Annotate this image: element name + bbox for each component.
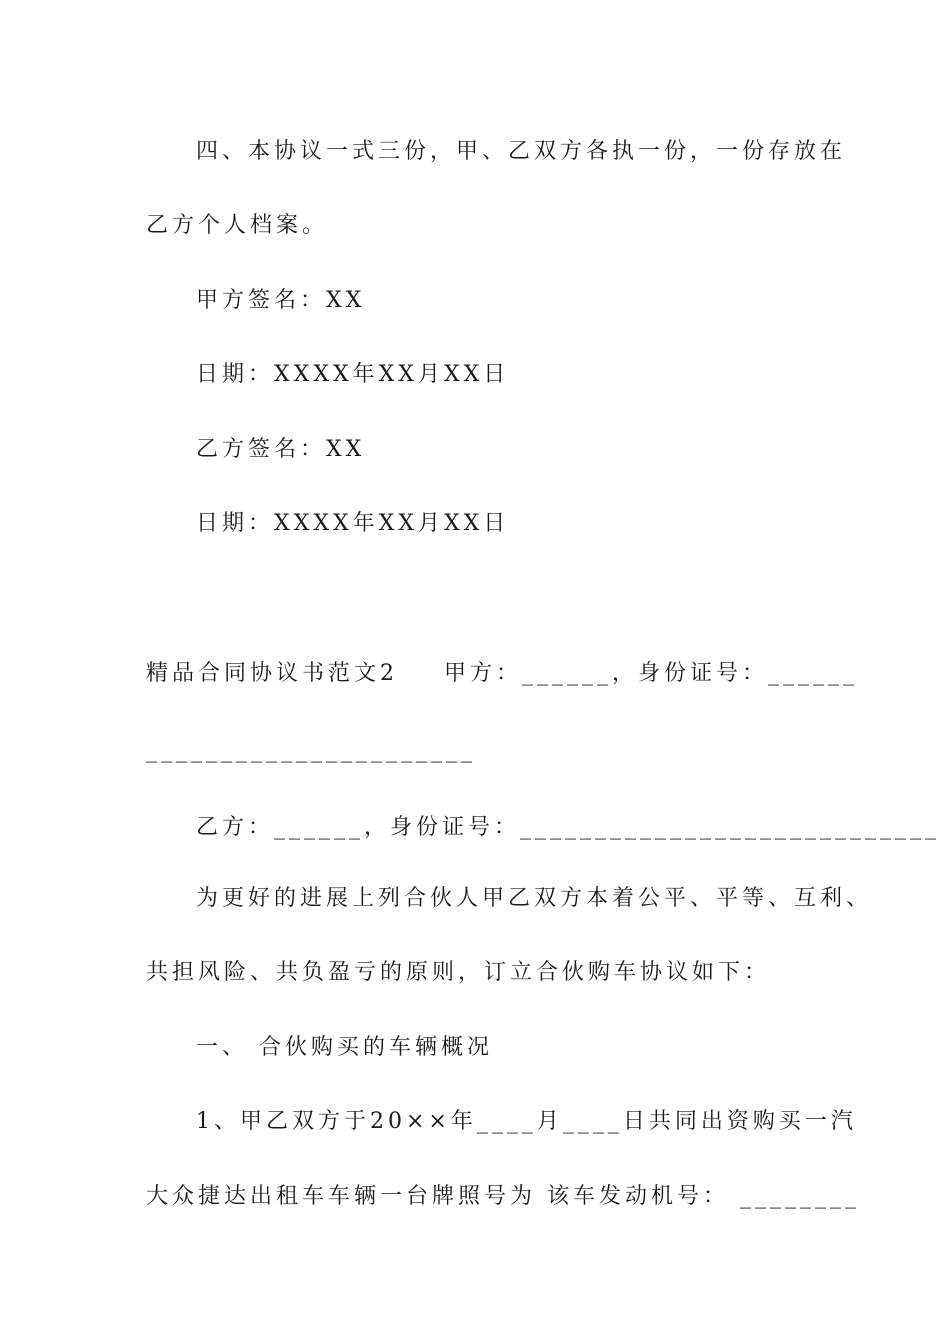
party-a-info: 甲方：______，身份证号：______ [444,661,859,686]
party-b-info: 乙方：______，身份证号：____________________________ [196,815,941,840]
party-a-date: 日期：XXXX年XX月XX日 [196,362,510,387]
party-b-signature: 乙方签名：XX [196,437,366,462]
party-b-date: 日期：XXXX年XX月XX日 [196,511,510,536]
party-a-signature: 甲方签名：XX [196,288,366,313]
section-one-heading: 一、 合伙购买的车辆概况 [196,1035,493,1060]
clause-four-line-2: 乙方个人档案。 [146,213,329,238]
sample-title-row [146,659,858,689]
preamble-line-2: 共担风险、共负盈亏的原则，订立合伙购车协议如下： [146,960,771,985]
sample-title: 精品合同协议书范文2 [146,661,398,686]
preamble-line-1: 为更好的进展上列合伙人甲乙双方本着公平、平等、互利、 [196,886,873,911]
party-a-id-continued: ______________________ [146,738,476,763]
item-one-line-1: 1、甲乙双方于20××年____月____日共同出资购买一汽 [196,1109,857,1134]
clause-four-line-1: 四、本协议一式三份，甲、乙双方各执一份，一份存放在 [196,139,847,164]
item-one-line-2: 大众捷达出租车车辆一台牌照号为 该车发动机号： ________ [146,1184,860,1209]
